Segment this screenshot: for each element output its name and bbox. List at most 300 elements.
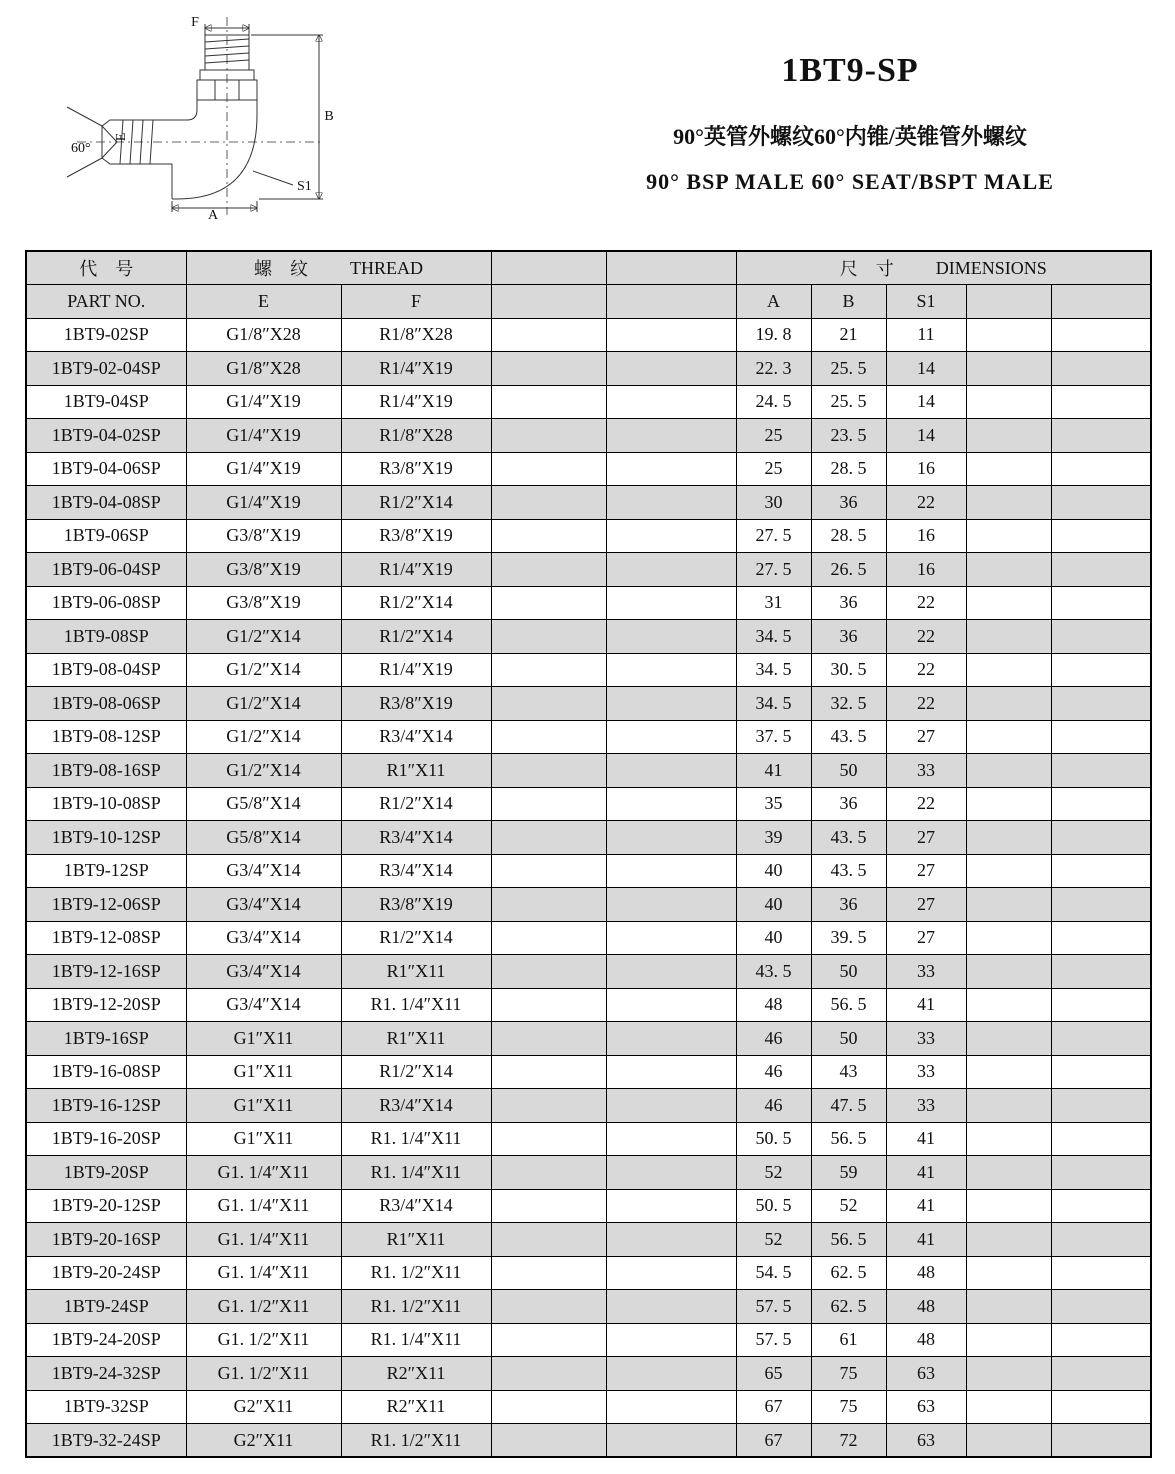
dim-a-cell: 34. 5	[736, 687, 811, 721]
empty-cell	[606, 1223, 736, 1257]
header-dimensions	[736, 251, 1151, 285]
empty-cell	[606, 888, 736, 922]
part-no-cell: 1BT9-08-06SP	[26, 687, 186, 721]
thread-e-cell: G3/4″X14	[186, 854, 341, 888]
empty-cell	[1051, 519, 1151, 553]
thread-f-cell: R1/2″X14	[341, 486, 491, 520]
empty-cell	[966, 1323, 1051, 1357]
empty-cell	[606, 1089, 736, 1123]
thread-f-cell: R1/2″X14	[341, 787, 491, 821]
empty-cell	[606, 1323, 736, 1357]
thread-e-cell: G3/8″X19	[186, 553, 341, 587]
part-no-cell: 1BT9-04SP	[26, 385, 186, 419]
part-no-cell: 1BT9-16-08SP	[26, 1055, 186, 1089]
empty-cell	[491, 1323, 606, 1357]
thread-f-cell: R1. 1/2″X11	[341, 1424, 491, 1458]
dim-s1-cell: 41	[886, 1156, 966, 1190]
header-col-a: A	[736, 285, 811, 319]
dim-a-cell: 46	[736, 1055, 811, 1089]
table-row	[26, 653, 1151, 687]
thread-f-cell: R1″X11	[341, 1022, 491, 1056]
dim-s1-cell: 14	[886, 352, 966, 386]
thread-e-cell: G3/4″X14	[186, 955, 341, 989]
empty-cell	[1051, 620, 1151, 654]
empty-cell	[606, 1189, 736, 1223]
empty-cell	[966, 1089, 1051, 1123]
thread-f-cell: R1/8″X28	[341, 318, 491, 352]
empty-cell	[1051, 385, 1151, 419]
empty-cell	[1051, 821, 1151, 855]
thread-f-cell: R1/2″X14	[341, 586, 491, 620]
empty-cell	[966, 620, 1051, 654]
thread-e-cell: G1″X11	[186, 1022, 341, 1056]
table-row	[26, 988, 1151, 1022]
empty-cell	[491, 921, 606, 955]
thread-f-cell: R1/2″X14	[341, 620, 491, 654]
table-row	[26, 352, 1151, 386]
empty-cell	[966, 519, 1051, 553]
table-row	[26, 385, 1151, 419]
part-no-cell: 1BT9-24SP	[26, 1290, 186, 1324]
part-no-cell: 1BT9-12-16SP	[26, 955, 186, 989]
dim-a-cell: 67	[736, 1424, 811, 1458]
empty-cell	[1051, 754, 1151, 788]
dim-a-cell: 43. 5	[736, 955, 811, 989]
empty-cell	[966, 720, 1051, 754]
thread-f-cell: R3/4″X14	[341, 854, 491, 888]
dim-s1-cell: 22	[886, 787, 966, 821]
dim-label-e: E	[114, 132, 129, 142]
empty-cell	[966, 687, 1051, 721]
table-row	[26, 687, 1151, 721]
dim-a-cell: 48	[736, 988, 811, 1022]
part-no-cell: 1BT9-12-20SP	[26, 988, 186, 1022]
technical-drawing	[55, 15, 355, 220]
dim-a-cell: 46	[736, 1089, 811, 1123]
dim-a-cell: 24. 5	[736, 385, 811, 419]
empty-cell	[491, 620, 606, 654]
empty-cell	[966, 352, 1051, 386]
dim-s1-cell: 16	[886, 553, 966, 587]
dim-a-cell: 37. 5	[736, 720, 811, 754]
empty-cell	[606, 553, 736, 587]
empty-cell	[966, 1223, 1051, 1257]
dim-b-cell: 36	[811, 620, 886, 654]
empty-cell	[606, 955, 736, 989]
part-no-cell: 1BT9-06SP	[26, 519, 186, 553]
table-row	[26, 921, 1151, 955]
dim-s1-cell: 27	[886, 854, 966, 888]
empty-cell	[491, 1223, 606, 1257]
empty-cell	[491, 1122, 606, 1156]
dim-b-cell: 21	[811, 318, 886, 352]
dim-b-cell: 75	[811, 1390, 886, 1424]
thread-e-cell: G5/8″X14	[186, 787, 341, 821]
empty-cell	[1051, 553, 1151, 587]
empty-cell	[606, 486, 736, 520]
empty-cell	[606, 1256, 736, 1290]
thread-f-cell: R1/2″X14	[341, 1055, 491, 1089]
empty-cell	[1051, 318, 1151, 352]
thread-e-cell: G3/4″X14	[186, 921, 341, 955]
dim-b-cell: 56. 5	[811, 1122, 886, 1156]
dim-s1-cell: 27	[886, 888, 966, 922]
thread-f-cell: R1/4″X19	[341, 352, 491, 386]
dim-b-cell: 30. 5	[811, 653, 886, 687]
part-no-cell: 1BT9-06-08SP	[26, 586, 186, 620]
empty-cell	[966, 1390, 1051, 1424]
empty-cell	[491, 687, 606, 721]
table-row	[26, 519, 1151, 553]
empty-cell	[491, 1156, 606, 1190]
empty-cell	[1051, 1256, 1151, 1290]
empty-cell	[1051, 854, 1151, 888]
empty-cell	[606, 1122, 736, 1156]
empty-cell	[606, 787, 736, 821]
header-col-b: B	[811, 285, 886, 319]
empty-cell	[1051, 1189, 1151, 1223]
table-row	[26, 720, 1151, 754]
dim-b-cell: 39. 5	[811, 921, 886, 955]
header-thread-cn: 螺 纹	[254, 259, 308, 279]
empty-cell	[966, 1290, 1051, 1324]
dim-s1-cell: 27	[886, 921, 966, 955]
table-row	[26, 787, 1151, 821]
empty-cell	[1051, 1424, 1151, 1458]
empty-cell	[606, 519, 736, 553]
thread-f-cell: R3/4″X14	[341, 1189, 491, 1223]
table-row	[26, 1122, 1151, 1156]
part-no-cell: 1BT9-24-32SP	[26, 1357, 186, 1391]
thread-f-cell: R1. 1/4″X11	[341, 1122, 491, 1156]
part-no-cell: 1BT9-32-24SP	[26, 1424, 186, 1458]
dim-b-cell: 62. 5	[811, 1290, 886, 1324]
empty-cell	[966, 553, 1051, 587]
table-row	[26, 318, 1151, 352]
empty-cell	[606, 653, 736, 687]
dim-b-cell: 50	[811, 754, 886, 788]
subtitle-english: 90° BSP MALE 60° SEAT/BSPT MALE	[646, 169, 1054, 194]
table-row	[26, 754, 1151, 788]
empty-cell	[1051, 452, 1151, 486]
part-no-cell: 1BT9-20-24SP	[26, 1256, 186, 1290]
table-row	[26, 955, 1151, 989]
empty-cell	[491, 1390, 606, 1424]
empty-cell	[966, 854, 1051, 888]
dim-s1-cell: 22	[886, 586, 966, 620]
header-empty-cell	[491, 285, 606, 319]
dim-s1-cell: 11	[886, 318, 966, 352]
thread-e-cell: G1. 1/2″X11	[186, 1290, 341, 1324]
dim-b-cell: 25. 5	[811, 385, 886, 419]
empty-cell	[606, 687, 736, 721]
part-no-cell: 1BT9-16-20SP	[26, 1122, 186, 1156]
dim-a-cell: 50. 5	[736, 1189, 811, 1223]
empty-cell	[966, 452, 1051, 486]
empty-cell	[491, 888, 606, 922]
empty-cell	[606, 1424, 736, 1458]
dim-a-cell: 57. 5	[736, 1323, 811, 1357]
thread-f-cell: R1. 1/2″X11	[341, 1256, 491, 1290]
empty-cell	[606, 988, 736, 1022]
empty-cell	[491, 754, 606, 788]
thread-f-cell: R1. 1/2″X11	[341, 1290, 491, 1324]
dim-s1-cell: 27	[886, 720, 966, 754]
dim-b-cell: 52	[811, 1189, 886, 1223]
dim-b-cell: 62. 5	[811, 1256, 886, 1290]
empty-cell	[606, 1156, 736, 1190]
empty-cell	[1051, 1323, 1151, 1357]
part-no-cell: 1BT9-20-16SP	[26, 1223, 186, 1257]
empty-cell	[491, 318, 606, 352]
table-row	[26, 1256, 1151, 1290]
empty-cell	[1051, 1223, 1151, 1257]
dim-b-cell: 28. 5	[811, 452, 886, 486]
empty-cell	[491, 821, 606, 855]
part-no-cell: 1BT9-24-20SP	[26, 1323, 186, 1357]
part-no-cell: 1BT9-04-06SP	[26, 452, 186, 486]
table-row	[26, 821, 1151, 855]
empty-cell	[966, 1424, 1051, 1458]
empty-cell	[491, 1055, 606, 1089]
dim-s1-cell: 14	[886, 419, 966, 453]
empty-cell	[491, 988, 606, 1022]
empty-cell	[966, 1122, 1051, 1156]
table-row	[26, 486, 1151, 520]
empty-cell	[1051, 352, 1151, 386]
dim-b-cell: 36	[811, 888, 886, 922]
header-empty-cell	[606, 251, 736, 285]
empty-cell	[606, 352, 736, 386]
thread-f-cell: R1″X11	[341, 955, 491, 989]
header-part-en: PART NO.	[26, 285, 186, 319]
empty-cell	[966, 1189, 1051, 1223]
empty-cell	[1051, 955, 1151, 989]
thread-f-cell: R2″X11	[341, 1390, 491, 1424]
dim-a-cell: 41	[736, 754, 811, 788]
empty-cell	[606, 586, 736, 620]
empty-cell	[1051, 586, 1151, 620]
empty-cell	[491, 1290, 606, 1324]
dim-b-cell: 25. 5	[811, 352, 886, 386]
empty-cell	[1051, 1156, 1151, 1190]
dim-a-cell: 65	[736, 1357, 811, 1391]
thread-f-cell: R3/8″X19	[341, 687, 491, 721]
empty-cell	[966, 1156, 1051, 1190]
table-row	[26, 854, 1151, 888]
body-inner-corner	[172, 100, 197, 120]
dim-b-cell: 56. 5	[811, 988, 886, 1022]
dim-a-cell: 27. 5	[736, 519, 811, 553]
dim-label-a: A	[207, 208, 219, 220]
dim-b-cell: 43. 5	[811, 720, 886, 754]
page-title: 1BT9-SP	[781, 52, 919, 89]
table-row	[26, 1022, 1151, 1056]
table-row	[26, 1156, 1151, 1190]
empty-cell	[491, 720, 606, 754]
dim-s1-cell: 41	[886, 1223, 966, 1257]
table-row	[26, 1323, 1151, 1357]
header-dim-en: DIMENSIONS	[935, 257, 1047, 278]
table-row	[26, 1089, 1151, 1123]
dim-b-cell: 23. 5	[811, 419, 886, 453]
dim-a-cell: 30	[736, 486, 811, 520]
dim-b-cell: 43. 5	[811, 821, 886, 855]
thread-f-cell: R2″X11	[341, 1357, 491, 1391]
thread-e-cell: G1/2″X14	[186, 687, 341, 721]
dim-a-cell: 25	[736, 419, 811, 453]
thread-f-cell: R1/4″X19	[341, 653, 491, 687]
dim-s1-cell: 33	[886, 1022, 966, 1056]
empty-cell	[491, 1256, 606, 1290]
dim-b-cell: 43. 5	[811, 854, 886, 888]
thread-f-cell: R3/8″X19	[341, 452, 491, 486]
spec-table	[25, 250, 1152, 1458]
dim-s1-cell: 16	[886, 452, 966, 486]
empty-cell	[491, 1357, 606, 1391]
empty-cell	[966, 1357, 1051, 1391]
dim-b-cell: 36	[811, 586, 886, 620]
empty-cell	[491, 1022, 606, 1056]
empty-cell	[1051, 787, 1151, 821]
dim-a-cell: 27. 5	[736, 553, 811, 587]
empty-cell	[966, 318, 1051, 352]
thread-e-cell: G1/8″X28	[186, 352, 341, 386]
empty-cell	[491, 586, 606, 620]
table-row	[26, 1189, 1151, 1223]
dim-a-cell: 50. 5	[736, 1122, 811, 1156]
empty-cell	[1051, 1055, 1151, 1089]
table-row	[26, 620, 1151, 654]
dim-s1-cell: 27	[886, 821, 966, 855]
thread-e-cell: G1″X11	[186, 1055, 341, 1089]
dim-a-cell: 31	[736, 586, 811, 620]
part-no-cell: 1BT9-02SP	[26, 318, 186, 352]
dim-label-angle: 60°	[71, 141, 91, 156]
empty-cell	[606, 720, 736, 754]
empty-cell	[491, 787, 606, 821]
thread-f-cell: R1″X11	[341, 754, 491, 788]
table-row	[26, 1357, 1151, 1391]
table-body	[26, 318, 1151, 1457]
table-row	[26, 586, 1151, 620]
empty-cell	[1051, 921, 1151, 955]
empty-cell	[1051, 419, 1151, 453]
empty-cell	[491, 553, 606, 587]
thread-f-cell: R1. 1/4″X11	[341, 1156, 491, 1190]
table-row	[26, 452, 1151, 486]
dim-a-cell: 34. 5	[736, 653, 811, 687]
part-no-cell: 1BT9-20SP	[26, 1156, 186, 1190]
empty-cell	[606, 1357, 736, 1391]
part-no-cell: 1BT9-02-04SP	[26, 352, 186, 386]
part-no-cell: 1BT9-08SP	[26, 620, 186, 654]
empty-cell	[491, 385, 606, 419]
thread-e-cell: G3/4″X14	[186, 888, 341, 922]
dim-a-cell: 52	[736, 1156, 811, 1190]
empty-cell	[1051, 720, 1151, 754]
part-no-cell: 1BT9-08-04SP	[26, 653, 186, 687]
dim-s1-cell: 41	[886, 988, 966, 1022]
dim-s1-cell: 48	[886, 1290, 966, 1324]
empty-cell	[1051, 653, 1151, 687]
empty-cell	[1051, 988, 1151, 1022]
header-col-s1: S1	[886, 285, 966, 319]
empty-cell	[966, 486, 1051, 520]
empty-cell	[606, 921, 736, 955]
dim-a-cell: 40	[736, 921, 811, 955]
dim-label-s1: S1	[297, 179, 312, 194]
dim-s1-cell: 22	[886, 486, 966, 520]
dim-a-cell: 54. 5	[736, 1256, 811, 1290]
thread-e-cell: G1/2″X14	[186, 653, 341, 687]
thread-e-cell: G1/4″X19	[186, 486, 341, 520]
part-no-cell: 1BT9-12-06SP	[26, 888, 186, 922]
dim-s1-cell: 63	[886, 1424, 966, 1458]
thread-e-cell: G1/4″X19	[186, 385, 341, 419]
header-empty-cell	[966, 285, 1051, 319]
thread-e-cell: G1. 1/2″X11	[186, 1357, 341, 1391]
empty-cell	[491, 1189, 606, 1223]
empty-cell	[966, 888, 1051, 922]
part-no-cell: 1BT9-04-02SP	[26, 419, 186, 453]
thread-f-cell: R1/2″X14	[341, 921, 491, 955]
dim-a-cell: 52	[736, 1223, 811, 1257]
thread-e-cell: G1. 1/4″X11	[186, 1189, 341, 1223]
dim-b-cell: 36	[811, 486, 886, 520]
thread-f-cell: R1/8″X28	[341, 419, 491, 453]
thread-e-cell: G2″X11	[186, 1390, 341, 1424]
dim-s1-cell: 14	[886, 385, 966, 419]
dim-a-cell: 34. 5	[736, 620, 811, 654]
header-empty-cell	[606, 285, 736, 319]
dim-a-cell: 40	[736, 888, 811, 922]
empty-cell	[966, 787, 1051, 821]
empty-cell	[1051, 486, 1151, 520]
thread-f-cell: R3/8″X19	[341, 519, 491, 553]
thread-f-cell: R1. 1/4″X11	[341, 1323, 491, 1357]
header-row-1	[26, 251, 1151, 285]
thread-e-cell: G1/2″X14	[186, 720, 341, 754]
dim-s1-cell: 48	[886, 1256, 966, 1290]
dim-s1-cell: 33	[886, 1089, 966, 1123]
thread-e-cell: G1″X11	[186, 1122, 341, 1156]
dim-a-cell: 25	[736, 452, 811, 486]
dim-s1-cell: 41	[886, 1122, 966, 1156]
empty-cell	[491, 1089, 606, 1123]
empty-cell	[606, 419, 736, 453]
header-empty-cell	[1051, 285, 1151, 319]
empty-cell	[966, 821, 1051, 855]
dim-b-cell: 36	[811, 787, 886, 821]
part-no-cell: 1BT9-16-12SP	[26, 1089, 186, 1123]
table-row	[26, 553, 1151, 587]
header-col-e: E	[186, 285, 341, 319]
thread-e-cell: G1/4″X19	[186, 452, 341, 486]
table-row	[26, 888, 1151, 922]
empty-cell	[606, 754, 736, 788]
thread-f-cell: R1. 1/4″X11	[341, 988, 491, 1022]
empty-cell	[966, 754, 1051, 788]
part-no-cell: 1BT9-04-08SP	[26, 486, 186, 520]
thread-e-cell: G1. 1/4″X11	[186, 1223, 341, 1257]
thread-f-cell: R1/4″X19	[341, 553, 491, 587]
thread-e-cell: G1/2″X14	[186, 754, 341, 788]
empty-cell	[966, 586, 1051, 620]
dim-a-cell: 22. 3	[736, 352, 811, 386]
empty-cell	[966, 1022, 1051, 1056]
dim-b-cell: 50	[811, 1022, 886, 1056]
